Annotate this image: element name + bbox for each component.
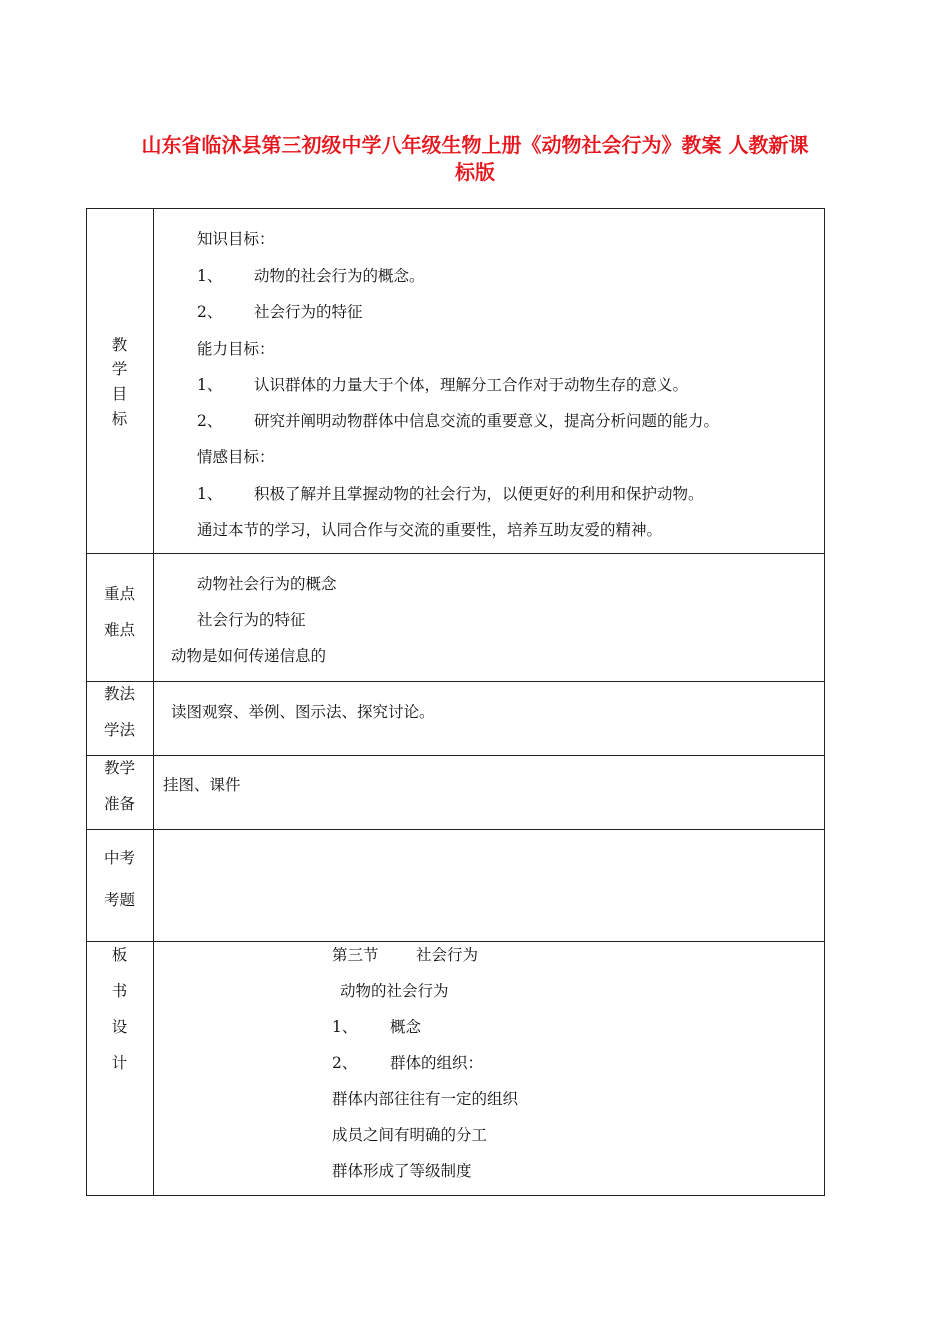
board-subtitle: 动物的社会行为: [340, 982, 449, 1000]
column-divider: [153, 208, 154, 1196]
emotion-item-1-text: 积极了解并且掌握动物的社会行为，以便更好的利用和保护动物。: [254, 485, 704, 503]
board-label-4: 计: [111, 1054, 128, 1072]
key-point-3: 动物是如何传递信息的: [171, 647, 327, 665]
board-item-1-text: 概念: [390, 1018, 422, 1036]
objectives-label-1: 教: [111, 336, 128, 354]
knowledge-item-2-num: 2、: [197, 303, 223, 321]
knowledge-item-1-num: 1、: [197, 267, 223, 285]
methods-label-1: 教法: [103, 685, 135, 703]
preparation-label-1: 教学: [103, 759, 135, 777]
board-line-1: 群体内部往往有一定的组织: [332, 1090, 519, 1108]
board-section-number: 第三节: [332, 946, 379, 964]
row-divider: [86, 829, 825, 830]
board-label-3: 设: [111, 1018, 128, 1036]
key-point-1: 动物社会行为的概念: [197, 575, 337, 593]
row-divider: [86, 681, 825, 682]
ability-item-1-num: 1、: [197, 376, 223, 394]
ability-item-2-text: 研究并阐明动物群体中信息交流的重要意义，提高分析问题的能力。: [254, 412, 720, 430]
methods-label-2: 学法: [103, 721, 135, 739]
knowledge-heading: 知识目标：: [197, 230, 275, 248]
exam-label-1: 中考: [103, 849, 135, 867]
exam-label-2: 考题: [103, 891, 135, 909]
board-item-2-num: 2、: [332, 1054, 358, 1072]
board-label-1: 板: [111, 946, 128, 964]
emotion-heading: 情感目标：: [197, 448, 275, 466]
title-line-1: 山东省临沭县第三初级中学八年级生物上册《动物社会行为》教案 人教新课: [141, 133, 809, 157]
ability-item-1-text: 认识群体的力量大于个体，理解分工合作对于动物生存的意义。: [254, 376, 689, 394]
row-divider: [86, 553, 825, 554]
methods-text: 读图观察、举例、图示法、探究讨论。: [171, 703, 435, 721]
preparation-label-2: 准备: [103, 795, 135, 813]
title-line-2: 标版: [455, 160, 495, 184]
knowledge-item-2-text: 社会行为的特征: [254, 303, 363, 321]
emotion-item-1-num: 1、: [197, 485, 223, 503]
board-line-2: 成员之间有明确的分工: [332, 1126, 488, 1144]
key-point-2: 社会行为的特征: [197, 611, 306, 629]
board-label-2: 书: [111, 982, 128, 1000]
objectives-label-3: 目: [111, 385, 128, 403]
document-title: [90, 132, 860, 186]
board-item-1-num: 1、: [332, 1018, 358, 1036]
preparation-text: 挂图、课件: [163, 776, 241, 794]
key-points-label-2: 难点: [103, 621, 135, 639]
row-divider: [86, 755, 825, 756]
board-section-title: 社会行为: [416, 946, 479, 964]
knowledge-item-1-text: 动物的社会行为的概念。: [254, 267, 425, 285]
ability-item-2-num: 2、: [197, 412, 223, 430]
objectives-label-4: 标: [111, 410, 128, 428]
key-points-label-1: 重点: [103, 585, 135, 603]
objectives-closing: 通过本节的学习，认同合作与交流的重要性，培养互助友爱的精神。: [197, 521, 663, 539]
board-item-2-text: 群体的组织：: [390, 1054, 484, 1072]
objectives-label-2: 学: [111, 360, 128, 378]
board-line-3: 群体形成了等级制度: [332, 1162, 472, 1180]
ability-heading: 能力目标：: [197, 340, 275, 358]
row-divider: [86, 941, 825, 942]
